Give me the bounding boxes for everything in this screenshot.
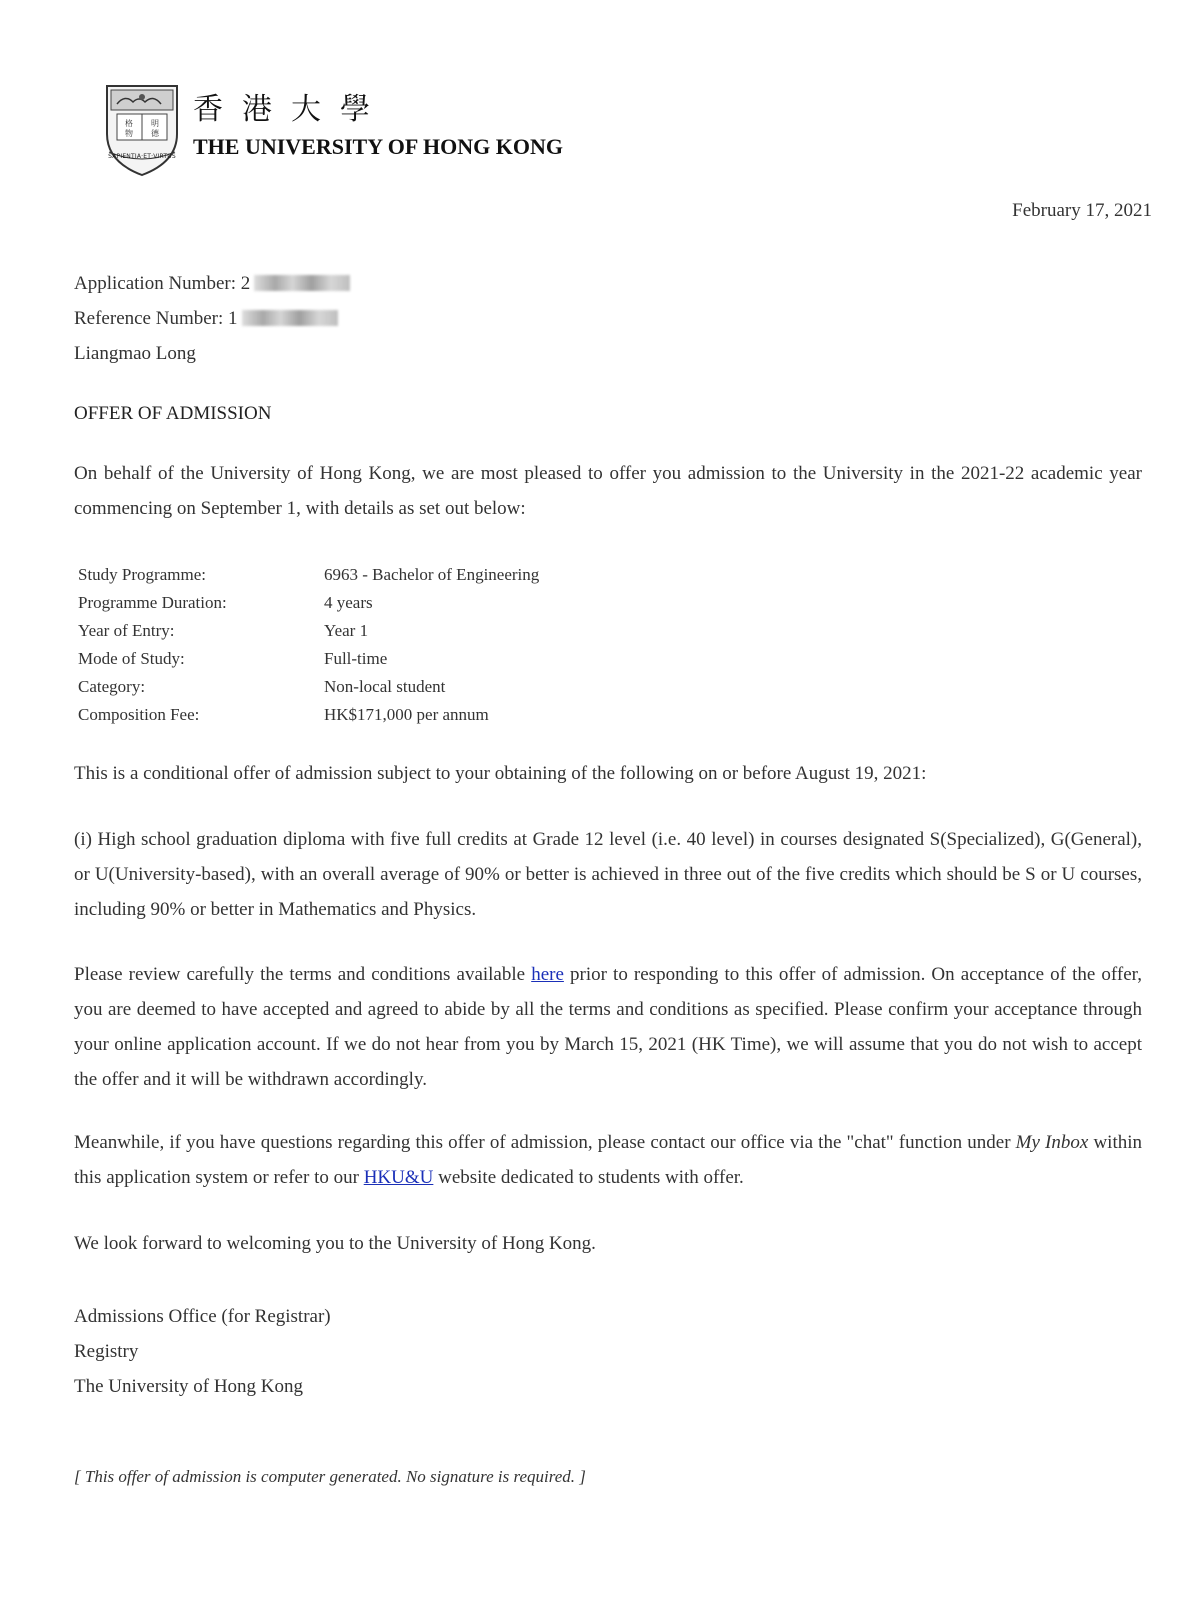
detail-row [78, 617, 539, 645]
signature-line-office: Admissions Office (for Registrar) [74, 1306, 331, 1327]
signature-line-registry: Registry [74, 1341, 139, 1362]
detail-row [78, 561, 539, 589]
terms-here-link[interactable]: here [531, 964, 564, 985]
detail-label: Composition Fee: [78, 705, 200, 724]
detail-label: Study Programme: [78, 565, 206, 584]
review-text-end: prior to responding to this offer of admission. On acceptance of the offer, you are deemed to have accepted and agreed to abide by all the terms and conditions as specified. Please confirm your acceptance through your online application account. If we do not hear from you by March 15, 2021 (HK Time), we will assume that you do not wish to accept the offer and it will be withdrawn accordingly. [74, 964, 1142, 1090]
letter-heading: OFFER OF ADMISSION [74, 403, 272, 424]
crest-motto: SAPIENTIA·ET·VIRTUS [108, 153, 176, 160]
intro-paragraph: On behalf of the University of Hong Kong, we are most pleased to offer you admission to the University in the 2021-22 academic year commencing on September 1, with details as set out below: [74, 463, 1142, 519]
reference-number-label: Reference Number: [74, 308, 224, 329]
redacted-application-number [254, 275, 350, 291]
svg-text:德: 德 [151, 129, 159, 138]
condition-intro: This is a conditional offer of admission subject to your obtaining of the following on or before August 19, 2021: [74, 763, 927, 784]
my-inbox-text: My Inbox [1015, 1132, 1089, 1153]
reference-number-value: 1 [228, 308, 238, 329]
university-english-name: THE UNIVERSITY OF HONG KONG [193, 134, 563, 159]
detail-value: 4 years [324, 593, 373, 612]
detail-value: 6963 - Bachelor of Engineering [324, 565, 540, 584]
application-number-label: Application Number: [74, 273, 236, 294]
svg-text:明: 明 [151, 119, 159, 128]
condition-1: (i) High school graduation diploma with five full credits at Grade 12 level (i.e. 40 level) in courses designated S(Specialized), G(General), or U(University-based), with an overall average of 90% or better is achieved in three out of the five credits which should be S or U courses, including 90% or better in Mathematics and Physics. [74, 829, 1142, 920]
svg-text:格: 格 [125, 119, 133, 128]
programme-details [78, 561, 539, 729]
detail-value: Full-time [324, 649, 388, 668]
contact-text-start: Meanwhile, if you have questions regarding this offer of admission, please contact our office via the "chat" function under [74, 1132, 1016, 1153]
detail-label: Mode of Study: [78, 649, 185, 668]
application-number-value: 2 [240, 273, 251, 294]
redacted-reference-number [242, 310, 338, 326]
applicant-info [74, 266, 350, 371]
detail-label: Programme Duration: [78, 593, 227, 612]
hku-u-website-link[interactable]: HKU&U [363, 1167, 434, 1188]
svg-text:物: 物 [125, 129, 133, 138]
detail-row [78, 701, 539, 729]
detail-label: Category: [78, 677, 146, 696]
review-text-start: Please review carefully the terms and conditions available [74, 964, 532, 985]
reference-number-line [74, 301, 350, 336]
detail-value: Non-local student [324, 677, 446, 696]
detail-value: Year 1 [324, 621, 369, 640]
contact-text-end: website dedicated to students with offer. [433, 1167, 744, 1188]
detail-row [78, 645, 539, 673]
applicant-name: Liangmao Long [74, 343, 196, 364]
contact-paragraph [74, 1125, 1142, 1195]
detail-label: Year of Entry: [78, 621, 175, 640]
university-chinese-name: 香港大學 [193, 92, 389, 127]
detail-row [78, 673, 539, 701]
contact-text-middle: within this application system or refer to our [74, 1132, 1142, 1188]
computer-generated-note: [ This offer of admission is computer generated. No signature is required. ] [74, 1467, 586, 1486]
detail-value: HK$171,000 per annum [324, 705, 489, 724]
review-paragraph [74, 957, 1142, 1097]
letter-date: February 17, 2021 [1012, 200, 1152, 221]
application-number-line [74, 266, 350, 301]
university-crest-icon [103, 82, 181, 178]
detail-row [78, 589, 539, 617]
signature-line-university: The University of Hong Kong [74, 1376, 304, 1397]
closing-paragraph: We look forward to welcoming you to the University of Hong Kong. [74, 1233, 596, 1254]
signature-block [74, 1299, 331, 1404]
